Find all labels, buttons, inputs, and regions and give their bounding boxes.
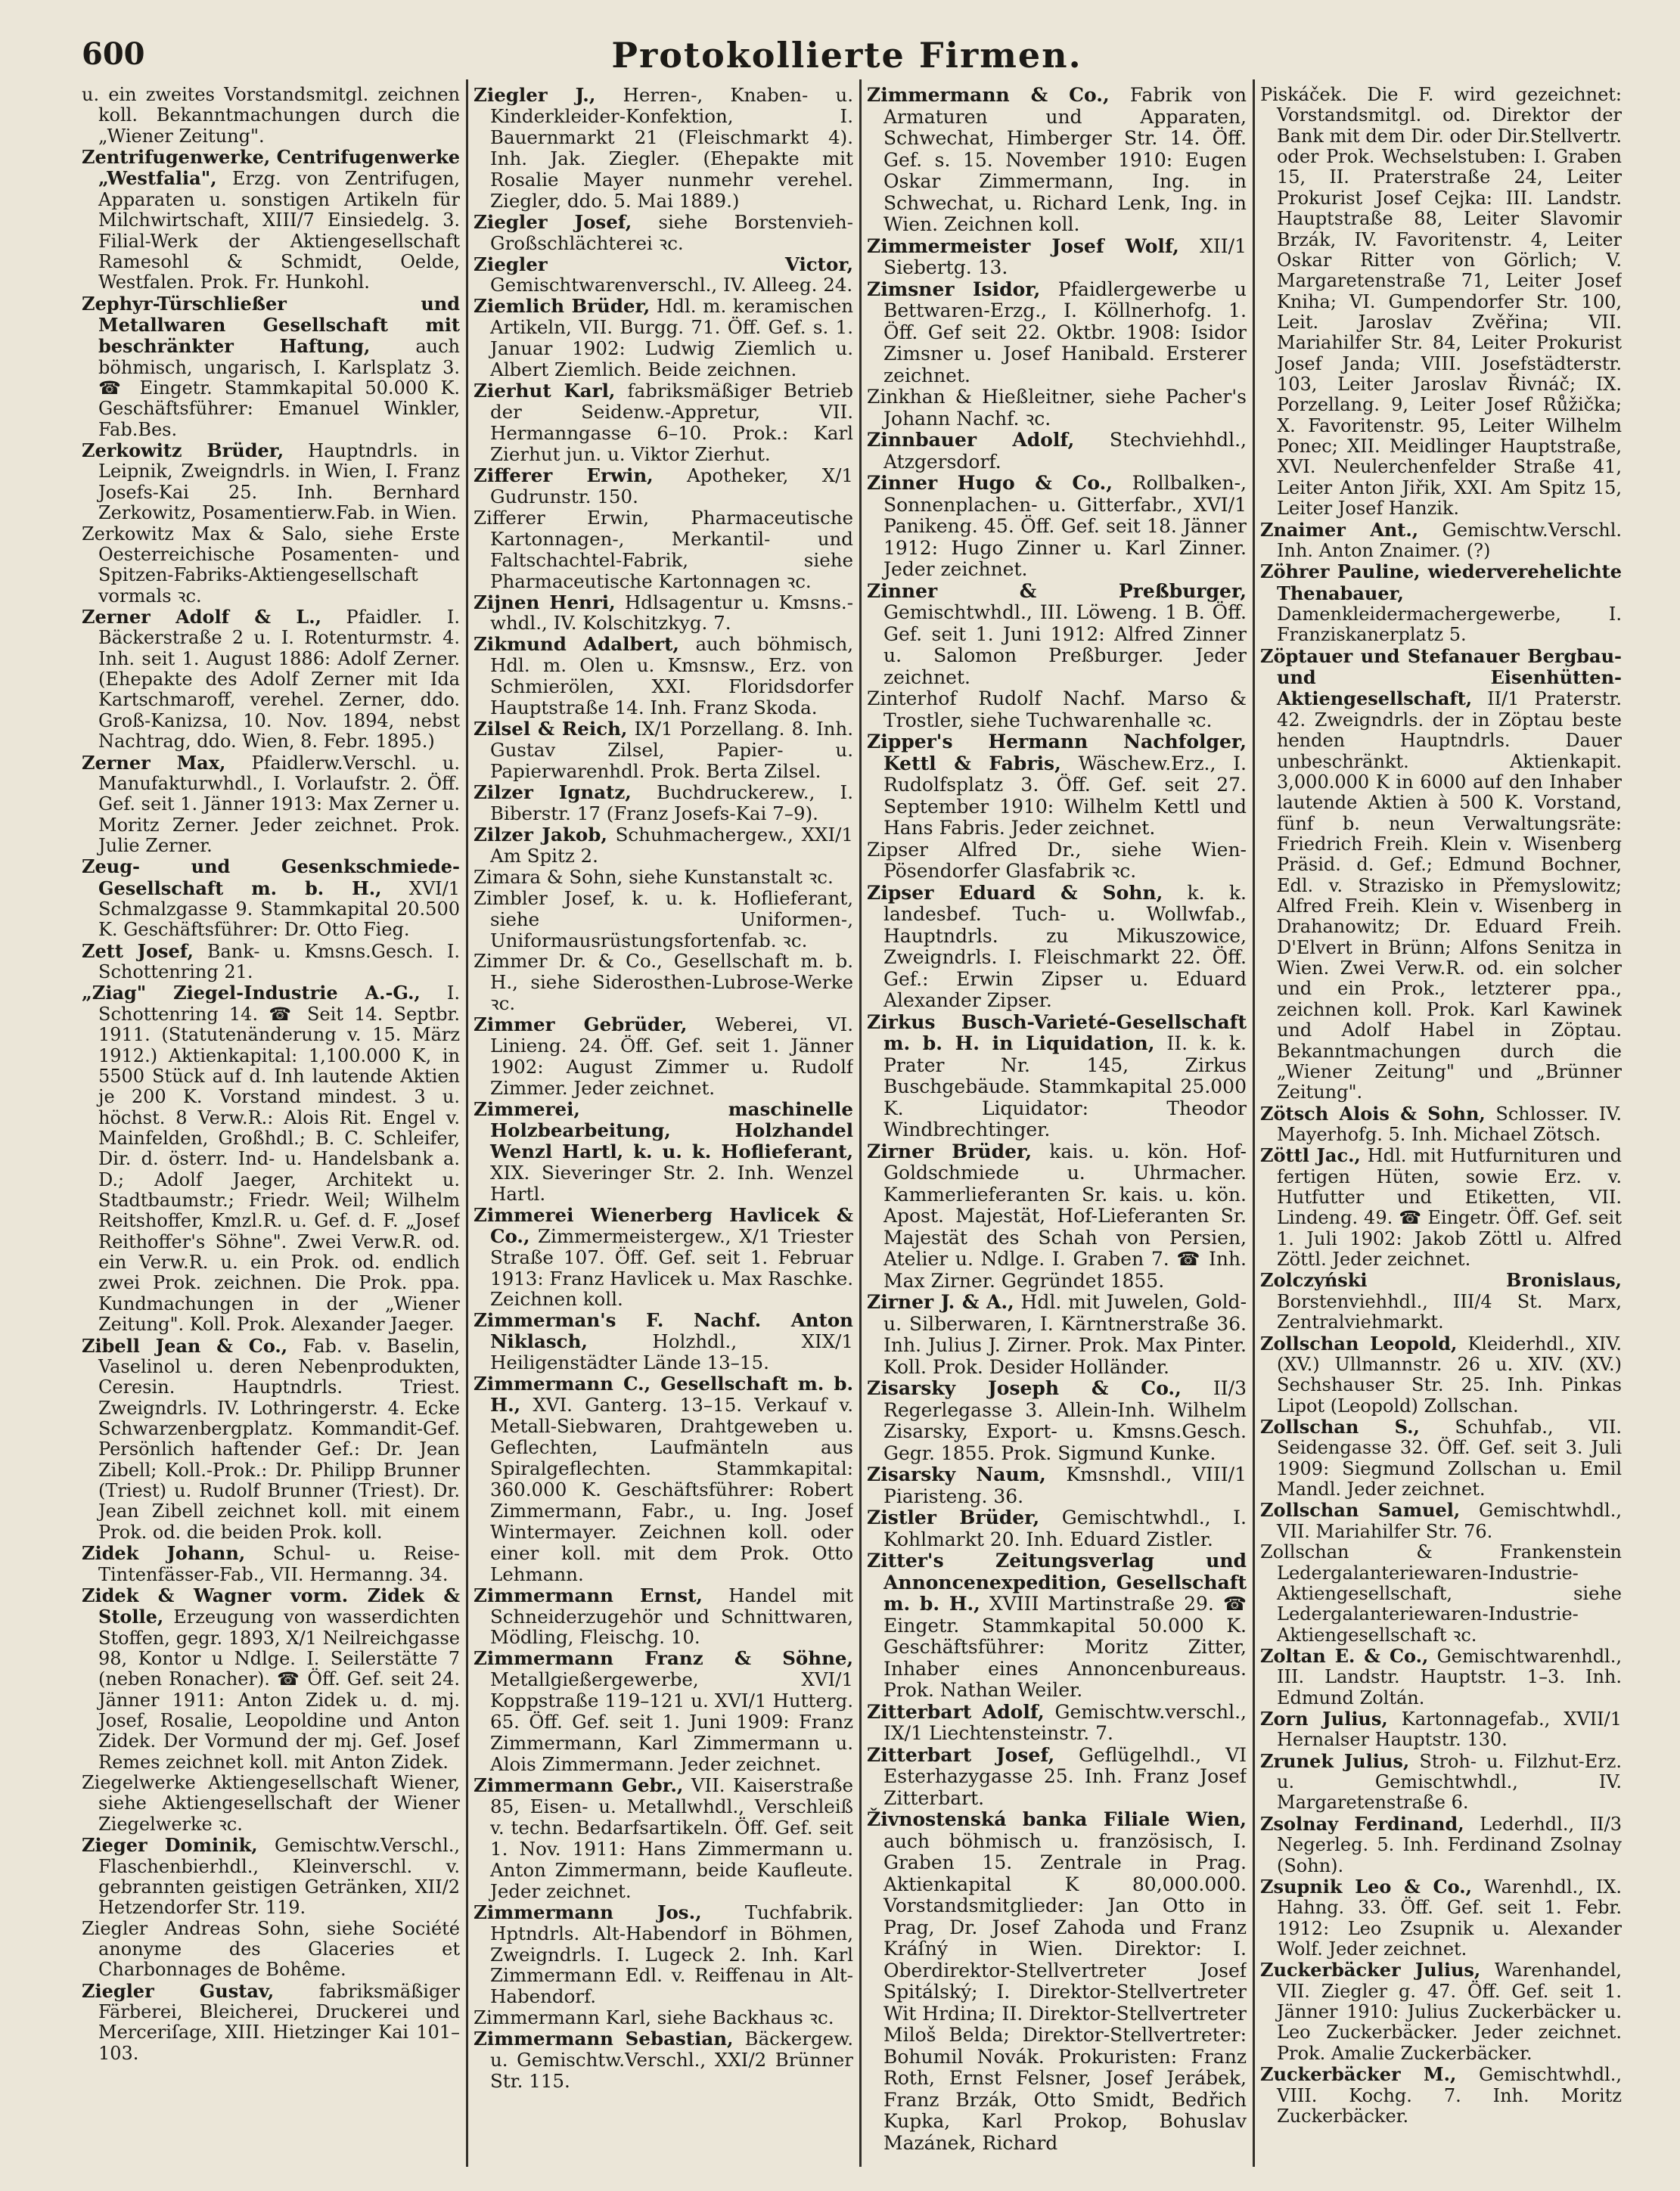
firm-name: Zimmermann Sebastian, (474, 2028, 734, 2050)
firm-name: Zikmund Adalbert, (474, 633, 679, 656)
page-header (82, 30, 1612, 76)
column-divider (1253, 79, 1255, 2167)
directory-entry (1260, 1270, 1622, 1333)
directory-entry (867, 1809, 1247, 2154)
firm-name: Zitterbart Josef, (867, 1743, 1055, 1766)
entry-details: Holzhdl., XIX/1 Heiligenstädter Lände 13–15. (490, 1330, 853, 1374)
directory-entry (867, 1012, 1247, 1141)
entry-details: Erzeugung von wasserdichten Stoffen, gegr. 1893, X/1 Neilreichgasse 98, Kontor u Ndlge. I. Seilerstätte 7 (neben Ronacher). ☎ Öff. Gef. seit 24. Jänner 1911: Anton Zidek u. d. mj. Josef, Rosalie, Leopoldine und Anton Zidek. Der Vormund der mj. Gef. Josef Remes zeichnet koll. mit Anton Zidek. (98, 1606, 460, 1773)
directory-entry (867, 839, 1247, 883)
directory-entry (1260, 520, 1622, 562)
entry-details: II/1 Praterstr. 42. Zweigndrls. der in Zöptau beste henden Hauptndrls. Dauer unbeschränkt. Aktienkapit. 3,000.000 K in 6000 auf den Inhaber lautende Aktien à 500 K. Vorstand, fünf b. neun Verwaltungsräte: Friedrich Freih. Klein v. Wisenberg Präsid. d. Gef.; Edmund Bochner, Edl. v. Strazisko in Přemyslowitz; Alfred Freih. Klein v. Wisenberg in Drahanowitz; Dr. Eduard Freih. D'Elvert in Brünn; Alfons Senitza in Wien. Zwei Verw.R. od. ein solcher und ein Prok., letzterer ppa., zeichnen koll. Prok. Karl Kawinek und Adolf Habel in Zöptau. Bekanntmachungen durch die „Wiener Zeitung" und „Brünner Zeitung". (1277, 688, 1622, 1103)
firm-name: Zilsel & Reich, (474, 718, 628, 740)
column-3 (867, 85, 1247, 2157)
directory-entry (867, 1550, 1247, 1702)
entry-details: Gemischtw.Verschl. Inh. Anton Znaimer. (?) (1277, 519, 1622, 561)
directory-entry (1260, 1500, 1622, 1542)
entry-details: XII/1 Siebertg. 13. (883, 234, 1247, 278)
directory-entry (82, 440, 460, 523)
entry-details: Fabrik von Armaturen und Apparaten, Schwechat, Himberger Str. 14. Öff. Gef. s. 15. November 1910: Eugen Oskar Zimmermann, Ing. in Schwechat, u. Richard Lenk, Ing. in Wien. Zeichnen koll. (883, 85, 1247, 235)
directory-entry (1260, 561, 1622, 645)
firm-name: Ziegler J., (474, 85, 596, 106)
entry-details: Handel mit Schneiderzugehör und Schnittwaren, Mödling, Fleischg. 10. (490, 1584, 853, 1649)
directory-entry (82, 293, 460, 441)
page-number: 600 (82, 36, 145, 72)
page-title: Protokollierte Firmen. (611, 35, 1082, 76)
firm-name: Zolczyński Bronislaus, (1260, 1269, 1622, 1292)
directory-entry (1260, 646, 1622, 1103)
directory-entry (82, 982, 460, 1335)
entry-details: Ziegler Andreas Sohn, siehe Société anonyme des Glaceries et Charbonnages de Bohême. (82, 1917, 460, 1981)
entry-details: Kleiderhdl., XIV. (XV.) Ullmannstr. 26 u. XIV. (XV.) Sechshauser Str. 25. Inh. Pinkas Lipot (Leopold) Zollschan. (1277, 1333, 1622, 1417)
directory-entry (82, 85, 460, 147)
directory-entry (867, 279, 1247, 387)
directory-entry (1260, 1751, 1622, 1814)
firm-name: Zollschan Leopold, (1260, 1332, 1458, 1355)
firm-name: Zentrifugenwerke, Centrifugenwerke „Westfalia", (82, 146, 460, 190)
entry-details: Hauptndrls. in Leipnik, Zweigndrls. in Wien, I. Franz Josefs-Kai 25. Inh. Bernhard Zerkowitz, Posamentierw.Fab. in Wien. (98, 440, 460, 524)
entry-details: VII. Kaiserstraße 85, Eisen- u. Metallwhdl., Verschleiß v. techn. Bedarfsartikeln. Öff. Gef. seit 1. Nov. 1911: Hans Zimmermann u. Anton Zimmermann, beide Kaufleute. Jeder zeichnet. (490, 1774, 853, 1902)
entry-details: XIX. Sieveringer Str. 2. Inh. Wenzel Hartl. (490, 1161, 853, 1205)
directory-entry (474, 824, 853, 867)
directory-entry (82, 1585, 460, 1773)
firm-name: Zimmermann Jos., (474, 1901, 702, 1923)
directory-entry (474, 212, 853, 254)
entry-details: Bäckergew. u. Gemischtw.Verschl., XXI/2 Brünner Str. 115. (490, 2028, 853, 2093)
entry-details: Pfaidlergewerbe u Bettwaren-Erzg., I. Köllnerhofg. 1. Öff. Gef seit 22. Oktbr. 1908: Isidor Zimsner u. Josef Hanibald. Ersterer zeichnet. (883, 278, 1247, 386)
directory-entry (867, 1292, 1247, 1378)
entry-details: Zerkowitz Max & Salo, siehe Erste Oesterreichische Posamenten- und Spitzen-Fabriks-Aktiengesellschaft vormals ꝛc. (82, 523, 460, 607)
firm-name: Zöptauer und Stefanauer Bergbau- und Eisenhütten-Aktiengesellschaft, (1260, 644, 1622, 710)
firm-name: Zieger Dominik, (82, 1834, 258, 1857)
firm-name: Zett Josef, (82, 939, 194, 962)
directory-entry (1260, 1960, 1622, 2064)
entry-details: Zimmermeistergew., X/1 Triester Straße 107. Öff. Gef. seit 1. Februar 1913: Franz Havlicek u. Max Raschke. Zeichnen koll. (490, 1224, 853, 1311)
directory-entry (474, 1775, 853, 1902)
directory-entry (867, 731, 1247, 839)
directory-entry (82, 856, 460, 940)
entry-details: Hdlsagentur u. Kmsns.-whdl., IV. Kolschitzkyg. 7. (490, 591, 853, 635)
directory-entry (474, 465, 853, 507)
entry-details: Stechviehhdl., Atzgersdorf. (883, 429, 1247, 473)
firm-name: Zipser Eduard & Sohn, (867, 881, 1163, 904)
firm-name: Zöhrer Pauline, wiederverehelichte Thenabauer, (1260, 560, 1622, 604)
entry-details: Gemischtwarenverschl., IV. Alleeg. 24. (490, 274, 853, 296)
entry-details: auch böhmisch u. französisch, I. Graben 15. Zentrale in Prag. Aktienkapital K 80,000.000. Vorstandsmitglieder: Jan Otto in Prag, Dr. Josef Zahoda und Franz Kráſný in Wien. Direktor: I. Oberdirektor-Stellvertreter Josef Spitálský; I. Direktor-Stellvertreter Wit Hrdina; II. Direktor-Stellvertreter Miloš Belda; Direktor-Stellvertreter: Bohumil Novák. Prokuristen: Franz Roth, Ernst Felsner, Josef Jerábek, Franz Brzák, Otto Smidt, Bedřich Kupka, Karl Prokop, Bohuslav Mazánek, Richard (883, 1829, 1247, 2154)
firm-name: Zidek Johann, (82, 1542, 246, 1565)
entry-details: Gemischtw.verschl., IX/1 Liechtensteinstr. 7. (883, 1700, 1247, 1744)
entry-details: Hdl. mit Hutfurnituren und fertigen Hüten, sowie Erz. v. Hutfutter und Etiketten, VII. Lindeng. 49. ☎ Eingetr. Öff. Gef. seit 1. Juli 1902: Jakob Zöttl u. Alfred Zöttl. Jeder zeichnet. (1277, 1145, 1622, 1271)
entry-details: Gemischtwhdl., VIII. Kochg. 7. Inh. Moritz Zuckerbäcker. (1277, 2064, 1622, 2127)
firm-name: Zimmerman's F. Nachf. Anton Niklasch, (474, 1309, 853, 1353)
directory-entry (867, 85, 1247, 236)
entry-details: Schuhmachergew., XXI/1 Am Spitz 2. (490, 823, 853, 867)
entry-details: Hdl. mit Juwelen, Gold- u. Silberwaren, I. Kärntnerstraße 36. Inh. Julius J. Zirner. Prok. Max Pinter. Koll. Prok. Desider Holländer. (883, 1291, 1247, 1378)
directory-entry (82, 147, 460, 293)
entry-details: Fab. v. Baselin, Vaselinol u. deren Nebenprodukten, Ceresin. Hauptndrls. Triest. Zweigndrls. IV. Lothringerstr. 4. Ecke Schwarzenbergplatz. Kommandit-Gef. Persönlich haftender Gef.: Dr. Jean Zibell; Koll.-Prok.: Dr. Philipp Brunner (Triest) u. Rudolf Brunner (Triest). Dr. Jean Zibell zeichnet koll. mit einem Prok. od. die beiden Prok. koll. (98, 1335, 460, 1543)
firm-name: Zerner Max, (82, 751, 226, 774)
firm-name: Zimmerei, maschinelle Holzbearbeitung, Holzhandel Wenzl Hartl, k. u. k. Hoflieferant, (474, 1098, 853, 1162)
entry-details: Gemischtwhdl., III. Löweng. 1 B. Öff. Gef. seit 1. Juni 1912: Alfred Zinner u. Salomon Preßburger. Jeder zeichnet. (883, 601, 1247, 688)
firm-name: Zuckerbäcker Julius, (1260, 1959, 1481, 1982)
firm-name: Zidek & Wagner vorm. Zidek & Stolle, (82, 1584, 460, 1628)
directory-entry (867, 1464, 1247, 1507)
firm-name: Zimmermann & Co., (867, 85, 1110, 106)
directory-entry (1260, 1417, 1622, 1500)
firm-name: Zötsch Alois & Sohn, (1260, 1102, 1486, 1125)
directory-entry (474, 782, 853, 824)
directory-entry (474, 718, 853, 782)
directory-entry (82, 753, 460, 857)
firm-name: Zollschan S., (1260, 1416, 1420, 1438)
entry-details: Warenhdl., IX. Hahng. 33. Öff. Gef. seit 1. Febr. 1912: Leo Zsupnik u. Alexander Wolf. Jeder zeichnet. (1277, 1876, 1622, 1960)
entry-details: XVI. Ganterg. 13–15. Verkauf v. Metall-Siebwaren, Drahtgeweben u. Geflechten, Laufmänteln aus Spiralgeflechten. Stammkapital: 360.000 K. Geschäftsführer: Robert Zimmermann, Fabr., u. Ing. Josef Wintermayer. Zeichnen koll. oder einer koll. mit dem Prok. Otto Lehmann. (490, 1394, 853, 1585)
directory-entry (1260, 1814, 1622, 1876)
firm-name: Ziemlich Brüder, (474, 295, 651, 318)
directory-entry (82, 524, 460, 607)
entry-details: Gemischtwarenhdl., III. Landstr. Hauptstr. 1–3. Inh. Edmund Zoltán. (1277, 1645, 1622, 1708)
entry-details: auch böhmisch, Hdl. m. Olen u. Kmsnsw., Erz. von Schmierölen, XXI. Floridsdorfer Hauptstraße 14. Inh. Franz Skoda. (490, 633, 853, 719)
entry-details: k. k. landesbef. Tuch- u. Wollwfab., Hauptndrls. zu Mikuszowice, Zweigndrls. I. Fleischmarkt 22. Öff. Gef.: Erwin Zipser u. Eduard Alexander Zipser. (883, 881, 1247, 1011)
entry-details: Metallgießergewerbe, XVI/1 Koppstraße 119–121 u. XVI/1 Hutterg. 65. Öff. Gef. seit 1. Juni 1909: Franz Zimmermann, Karl Zimmermann u. Alois Zimmermann. Jeder zeichnet. (490, 1668, 853, 1776)
firm-name: Zijnen Henri, (474, 591, 616, 613)
entry-details: u. ein zweites Vorstandsmitgl. zeichnen koll. Bekanntmachungen durch die „Wiener Zeitung". (82, 85, 460, 147)
directory-entry (474, 380, 853, 465)
firm-name: Zinnbauer Adolf, (867, 429, 1075, 451)
entry-details: Herren-, Knaben- u. Kinderkleider-Konfektion, I. Bauernmarkt 21 (Fleischmarkt 4). Inh. Jak. Ziegler. (Ehepakte mit Rosalie Mayer nunmehr verehel. Ziegler, ddo. 5. Mai 1889.) (490, 85, 853, 212)
entry-details: Zimara & Sohn, siehe Kunstanstalt ꝛc. (474, 865, 834, 888)
entry-details: Piskáček. Die F. wird gezeichnet: Vorstandsmitgl. od. Direktor der Bank mit dem Dir. oder Dir.Stellvertr. oder Prok. Wechselstuben: I. Graben 15, II. Praterstraße 24, Leiter Prokurist Josef Cejka: III. Landstr. Hauptstraße 88, Leiter Slavomir Brzák, IV. Favoritenstr. 4, Leiter Oskar Ritter von Görlich; V. Margaretenstraße 71, Leiter Josef Kniha; VI. Gumpendorfer Str. 100, Leit. Jaroslav Zvěřina; VII. Mariahilfer Str. 84, Leiter Prokurist Josef Janda; VIII. Josefstädterstr. 103, Leiter Jaroslav Řivnáč; IX. Porzellang. 9, Leiter Josef Růžička; X. Favoritenstr. 95, Leiter Wilhelm Ponec; XII. Meidlinger Hauptstraße, XVI. Neulerchenfelder Straße 41, Leiter Anton Jiřik, XXI. Am Spitz 15, Leiter Josef Hanzik. (1260, 85, 1622, 520)
entry-details: I. Schottenring 14. ☎ Seit 14. Septbr. 1911. (Statutenänderung v. 15. März 1912.) Aktienkapital: 1,100.000 K, in 5500 Stück auf d. Inh lautende Aktien je 200 K. Vorstand mindest. 3 u. höchst. 8 Verw.R.: Alois Rit. Engel v. Mainfelden, Großhdl.; B. C. Schleifer, Dir. d. österr. Ind- u. Handelsbank a. D.; Adolf Jaeger, Architekt u. Stadtbaumstr.; Friedr. Weil; Wilhelm Reitshoffer, Kmzl.R. u. Gef. d. F. „Josef Reithoffer's Söhne". Zwei Verw.R. od. ein Verw.R. u. ein Prok. od. endlich zwei Prok. zeichnen. Die Prok. ppa. Kundmachungen in der „Wiener Zeitung". Koll. Prok. Alexander Jaeger. (98, 982, 460, 1336)
entry-details: Zifferer Erwin, Pharmaceutische Kartonnagen-, Merkantil- und Faltschachtel-Fabrik, siehe Pharmaceutische Kartonnagen ꝛc. (474, 506, 853, 592)
firm-name: Zeug- und Gesenkschmiede-Gesellschaft m. b. H., (82, 855, 460, 899)
firm-name: Zierhut Karl, (474, 380, 616, 402)
firm-name: Zimmerei Wienerberg Havlicek & Co., (474, 1203, 853, 1247)
entry-details: Tuchfabrik. Hptndrls. Alt-Habendorf in Böhmen, Zweigndrls. I. Lugeck 2. Inh. Karl Zimmermann Edl. v. Reiffenau in Alt-Habendorf. (490, 1901, 853, 2008)
directory-entry (1260, 1708, 1622, 1751)
entry-details: Wäschew.Erz., I. Rudolfsplatz 3. Öff. Gef. seit 27. September 1910: Wilhelm Kettl und Hans Fabris. Jeder zeichnet. (883, 752, 1247, 839)
directory-entry (474, 1310, 853, 1373)
directory-entry (867, 1141, 1247, 1293)
firm-name: Živnostenská banka Filiale Wien, (867, 1808, 1247, 1830)
entry-details: Hdl. m. keramischen Artikeln, VII. Burgg. 71. Öff. Gef. s. 1. Januar 1902: Ludwig Ziemlich u. Albert Ziemlich. Beide zeichnen. (490, 295, 853, 381)
entry-details: auch böhmisch, ungarisch, I. Karlsplatz 3. ☎ Eingetr. Stammkapital 50.000 K. Geschäftsführer: Emanuel Winkler, Fab.Bes. (98, 336, 460, 440)
firm-name: Zrunek Julius, (1260, 1749, 1410, 1772)
entry-details: kais. u. kön. Hof-Goldschmiede u. Uhrmacher. Kammerlieferanten Sr. kais. u. kön. Apost. Majestät, Hof-Lieferanten Sr. Majestät des Schah von Persien, Atelier u. Ndlge. I. Graben 7. ☎ Inh. Max Zirner. Gegründet 1855. (883, 1140, 1247, 1292)
entry-details: Apotheker, X/1 Gudrunstr. 150. (490, 464, 853, 507)
directory-entry (474, 867, 853, 888)
entry-details: Bank- u. Kmsns.Gesch. I. Schottenring 21. (98, 940, 460, 983)
firm-name: Zisarsky Naum, (867, 1463, 1046, 1485)
directory-entry (474, 1099, 853, 1205)
firm-name: Zilzer Jakob, (474, 823, 607, 846)
firm-name: Zilzer Ignatz, (474, 781, 632, 803)
entry-details: Borstenviehhdl., III/4 St. Marx, Zentralviehmarkt. (1277, 1290, 1622, 1333)
firm-name: Zirner J. & A., (867, 1291, 1014, 1313)
directory-entry (1260, 1145, 1622, 1270)
directory-entry (474, 634, 853, 718)
directory-entry (474, 2007, 853, 2028)
directory-entry (867, 1702, 1247, 1745)
firm-name: Zsupnik Leo & Co., (1260, 1875, 1472, 1898)
directory-entry (867, 688, 1247, 731)
firm-name: Ziegler Josef, (474, 210, 632, 233)
directory-entry (474, 1585, 853, 1649)
firm-name: Ziegler Victor, (474, 253, 853, 275)
entry-details: Geflügelhdl., VI Esterhazygasse 25. Inh. Franz Josef Zitterbart. (883, 1743, 1247, 1809)
entry-details: Gemischtwhdl., VII. Mariahilfer Str. 76. (1277, 1500, 1622, 1542)
entry-details: Pfaidler. I. Bäckerstraße 2 u. I. Rotenturmstr. 4. Inh. seit 1. August 1886: Adolf Zerner. (Ehepakte des Adolf Zerner mit Ida Kartschmaroff, verehel. Zerner, ddo. Groß-Kanizsa, 10. Nov. 1894, nebst Nachtrag, ddo. Wien, 8. Febr. 1895.) (98, 606, 460, 753)
directory-entry (474, 1648, 853, 1775)
directory-entry (867, 883, 1247, 1012)
firm-name: Zibell Jean & Co., (82, 1334, 288, 1357)
directory-entry (82, 1336, 460, 1544)
directory-entry (474, 507, 853, 592)
entry-details: Kmsnshdl., VIII/1 Piaristeng. 36. (883, 1463, 1247, 1507)
firm-name: Zitter's Zeitungsverlag und Annoncenexpedition, Gesellschaft m. b. H., (867, 1550, 1247, 1615)
entry-details: Zinkhan & Hießleitner, siehe Pacher's Johann Nachf. ꝛc. (867, 386, 1247, 430)
directory-entry (474, 1373, 853, 1584)
directory-entry (867, 386, 1247, 430)
entry-details: Schlosser. IV. Mayerhofg. 5. Inh. Michael Zötsch. (1277, 1103, 1622, 1145)
directory-entry (82, 1919, 460, 1981)
directory-entry (867, 236, 1247, 279)
firm-name: Zinner Hugo & Co., (867, 472, 1113, 494)
directory-entry (474, 951, 853, 1014)
column-4 (1260, 85, 1622, 2157)
directory-entry (867, 581, 1247, 689)
firm-name: Zimsner Isidor, (867, 278, 1041, 300)
firm-name: Zollschan Samuel, (1260, 1499, 1461, 1522)
firm-name: Zephyr-Türschließer und Metallwaren Gesellschaft mit beschränkter Haftung, (82, 292, 460, 358)
entry-details: II/3 Regerlegasse 3. Allein-Inh. Wilhelm Zisarsky, Export- u. Kmsns.Gesch. Gegr. 1855. Prok. Sigmund Kunke. (883, 1377, 1247, 1464)
column-divider (859, 79, 862, 2167)
directory-entry (82, 1773, 460, 1835)
directory-entry (1260, 1876, 1622, 1960)
entry-details: Warenhandel, VII. Ziegler g. 47. Öff. Gef. seit 1. Jänner 1910: Julius Zuckerbäcker u. Leo Zuckerbäcker. Jeder zeichnet. Prok. Amalie Zuckerbäcker. (1277, 1960, 1622, 2064)
firm-name: Zifferer Erwin, (474, 464, 654, 486)
directory-entry (474, 1902, 853, 2008)
directory-entry (474, 296, 853, 380)
entry-details: Zollschan & Frankenstein Ledergalanteriewaren-Industrie-Aktiengesellschaft, siehe Ledergalanteriewaren-Industrie-Aktiengesellschaft ꝛc. (1260, 1541, 1622, 1646)
entry-details: Kartonnagefab., XVII/1 Hernalser Hauptstr. 130. (1277, 1708, 1622, 1751)
firm-name: Zitterbart Adolf, (867, 1700, 1045, 1723)
column-divider (466, 79, 468, 2167)
firm-name: Zimmermann Gebr., (474, 1774, 684, 1796)
entry-details: XVI/1 Schmalzgasse 9. Stammkapital 20.500 K. Geschäftsführer: Dr. Otto Fieg. (98, 877, 460, 941)
firm-name: Zimmermann Franz & Söhne, (474, 1647, 853, 1670)
directory-entry (82, 1543, 460, 1585)
entry-details: Damenkleidermachergewerbe, I. Franziskanerplatz 5. (1277, 603, 1622, 646)
directory-entry (867, 473, 1247, 581)
firm-name: Zöttl Jac., (1260, 1144, 1361, 1167)
firm-name: Znaimer Ant., (1260, 518, 1419, 541)
firm-name: Zimmermann Ernst, (474, 1584, 703, 1606)
directory-entry (474, 888, 853, 951)
entry-details: Zinterhof Rudolf Nachf. Marso & Trostler, siehe Tuchwarenhalle ꝛc. (867, 687, 1247, 731)
entry-details: Schuhfab., VII. Seidengasse 32. Öff. Gef. seit 3. Juli 1909: Siegmund Zollschan u. Emil Mandl. Jeder zeichnet. (1277, 1417, 1622, 1500)
firm-name: Zimmermeister Josef Wolf, (867, 234, 1179, 257)
firm-name: Zinner & Preßburger, (867, 579, 1247, 602)
firm-name: Zimmermann C., Gesellschaft m. b. H., (474, 1373, 853, 1417)
entry-details: Gemischtw.Verschl., Flaschenbierhdl., Kleinverschl. v. gebrannten geistigen Getränken, XII/2 Hetzendorfer Str. 119. (98, 1835, 460, 1919)
directory-entry (474, 1205, 853, 1311)
firm-name: Zisarsky Joseph & Co., (867, 1377, 1182, 1399)
entry-details: IX/1 Porzellang. 8. Inh. Gustav Zilsel, Papier- u. Papierwarenhdl. Prok. Berta Zilsel. (490, 718, 853, 782)
directory-entry (82, 941, 460, 983)
firm-name: Zirkus Busch-Varieté-Gesellschaft m. b. H. in Liquidation, (867, 1010, 1247, 1054)
entry-details: Zipser Alfred Dr., siehe Wien-Pösendorfer Glasfabrik ꝛc. (867, 838, 1247, 882)
directory-entry (1260, 1103, 1622, 1146)
entry-details: Ziegelwerke Aktiengesellschaft Wiener, siehe Aktiengesellschaft der Wiener Ziegelwerke ꝛc. (82, 1772, 460, 1835)
firm-name: Zoltan E. & Co., (1260, 1644, 1429, 1667)
entry-details: Buchdruckerew., I. Biberstr. 17 (Franz Josefs-Kai 7–9). (490, 781, 853, 824)
entry-details: Schul- u. Reise-Tintenfässer-Fab., VII. Hermanng. 34. (98, 1543, 460, 1585)
firm-name: Zerkowitz Brüder, (82, 439, 284, 462)
firm-name: Zistler Brüder, (867, 1507, 1040, 1528)
entry-details: Zimbler Josef, k. u. k. Hoflieferant, siehe Uniformen-, Uniformausrüstungsfortenfab. ꝛc. (474, 886, 853, 951)
entry-details: fabriksmäßiger Betrieb der Seidenw.-Appretur, VII. Hermanngasse 6–10. Prok.: Karl Zierhut jun. u. Viktor Zierhut. (490, 380, 853, 465)
directory-entry (1260, 2064, 1622, 2127)
entry-details: Zimmer Dr. & Co., Gesellschaft m. b. H., siehe Siderosthen-Lubrose-Werke ꝛc. (474, 950, 853, 1015)
firm-name: Ziegler Gustav, (82, 1979, 275, 2002)
firm-name: Zorn Julius, (1260, 1708, 1388, 1730)
directory-entry (474, 85, 853, 212)
directory-entry (1260, 1333, 1622, 1417)
firm-name: Zerner Adolf & L., (82, 605, 321, 628)
entry-details: Gemischtwhdl., I. Kohlmarkt 20. Inh. Eduard Zistler. (883, 1507, 1247, 1550)
column-1 (82, 85, 460, 2157)
directory-entry (82, 607, 460, 753)
firm-name: Zimmer Gebrüder, (474, 1013, 688, 1036)
entry-details: II. k. k. Prater Nr. 145, Zirkus Buschgebäude. Stammkapital 25.000 K. Liquidator: Theodor Windbrechtinger. (883, 1032, 1247, 1140)
entry-details: Pfaidlerw.Verschl. u. Manufakturwhdl., I. Vorlaufstr. 2. Öff. Gef. seit 1. Jänner 1913: Max Zerner u. Moritz Zerner. Jeder zeichnet. Prok. Julie Zerner. (98, 752, 460, 856)
directory-entry (1260, 1646, 1622, 1708)
entry-details: siehe Borstenvieh-Großschlächterei ꝛc. (490, 210, 853, 254)
entry-details: Rollbalken-, Sonnenplachen- u. Gitterfabr., XVI/1 Panikeng. 45. Öff. Gef. seit 18. Jänner 1912: Hugo Zinner u. Karl Zinner. Jeder zeichnet. (883, 472, 1247, 580)
directory-entry (474, 254, 853, 296)
directory-entry (474, 592, 853, 635)
entry-details: Lederhdl., II/3 Negerleg. 5. Inh. Ferdinand Zsolnay (Sohn). (1277, 1813, 1622, 1876)
directory-entry (82, 1981, 460, 2064)
entry-details: Erzg. von Zentrifugen, Apparaten u. sonstigen Artikeln für Milchwirtschaft, XIII/7 Einsiedelg. 3. Filial-Werk der Aktiengesellschaft Ramesohl & Schmidt, Oelde, Westfalen. Prok. Fr. Hunkohl. (98, 168, 460, 293)
entry-details: Weberei, VI. Linieng. 24. Öff. Gef. seit 1. Jänner 1902: August Zimmer u. Rudolf Zimmer. Jeder zeichnet. (490, 1013, 853, 1100)
firm-name: Zirner Brüder, (867, 1140, 1033, 1162)
firm-name: Zsolnay Ferdinand, (1260, 1812, 1464, 1835)
directory-entry (82, 1835, 460, 1918)
entry-details: fabriksmäßiger Färberei, Bleicherei, Druckerei und Merceriſage, XIII. Hietzinger Kai 101–103. (98, 1980, 460, 2064)
directory-entry (1260, 1542, 1622, 1646)
directory-entry (1260, 85, 1622, 520)
entry-details: Stroh- u. Filzhut-Erz. u. Gemischtwhdl., IV. Margaretenstraße 6. (1277, 1750, 1622, 1814)
firm-name: Zipper's Hermann Nachfolger, Kettl & Fabris, (867, 731, 1247, 774)
directory-entry (474, 2028, 853, 2092)
directory-entry (867, 1507, 1247, 1550)
entry-details: Zimmermann Karl, siehe Backhaus ꝛc. (474, 2006, 834, 2029)
column-2 (474, 85, 853, 2157)
firm-name: „Ziag" Ziegel-Industrie A.-G., (82, 982, 421, 1004)
entry-details: XVIII Martinstraße 29. ☎ Eingetr. Stammkapital 50.000 K. Geschäftsführer: Moritz Zitter, Inhaber eines Annoncenbureaus. Prok. Nathan Weiler. (883, 1593, 1247, 1701)
directory-entry (867, 430, 1247, 473)
firm-name: Zuckerbäcker M., (1260, 2063, 1457, 2086)
directory-entry (867, 1378, 1247, 1464)
directory-entry (474, 1014, 853, 1099)
directory-entry (867, 1745, 1247, 1810)
